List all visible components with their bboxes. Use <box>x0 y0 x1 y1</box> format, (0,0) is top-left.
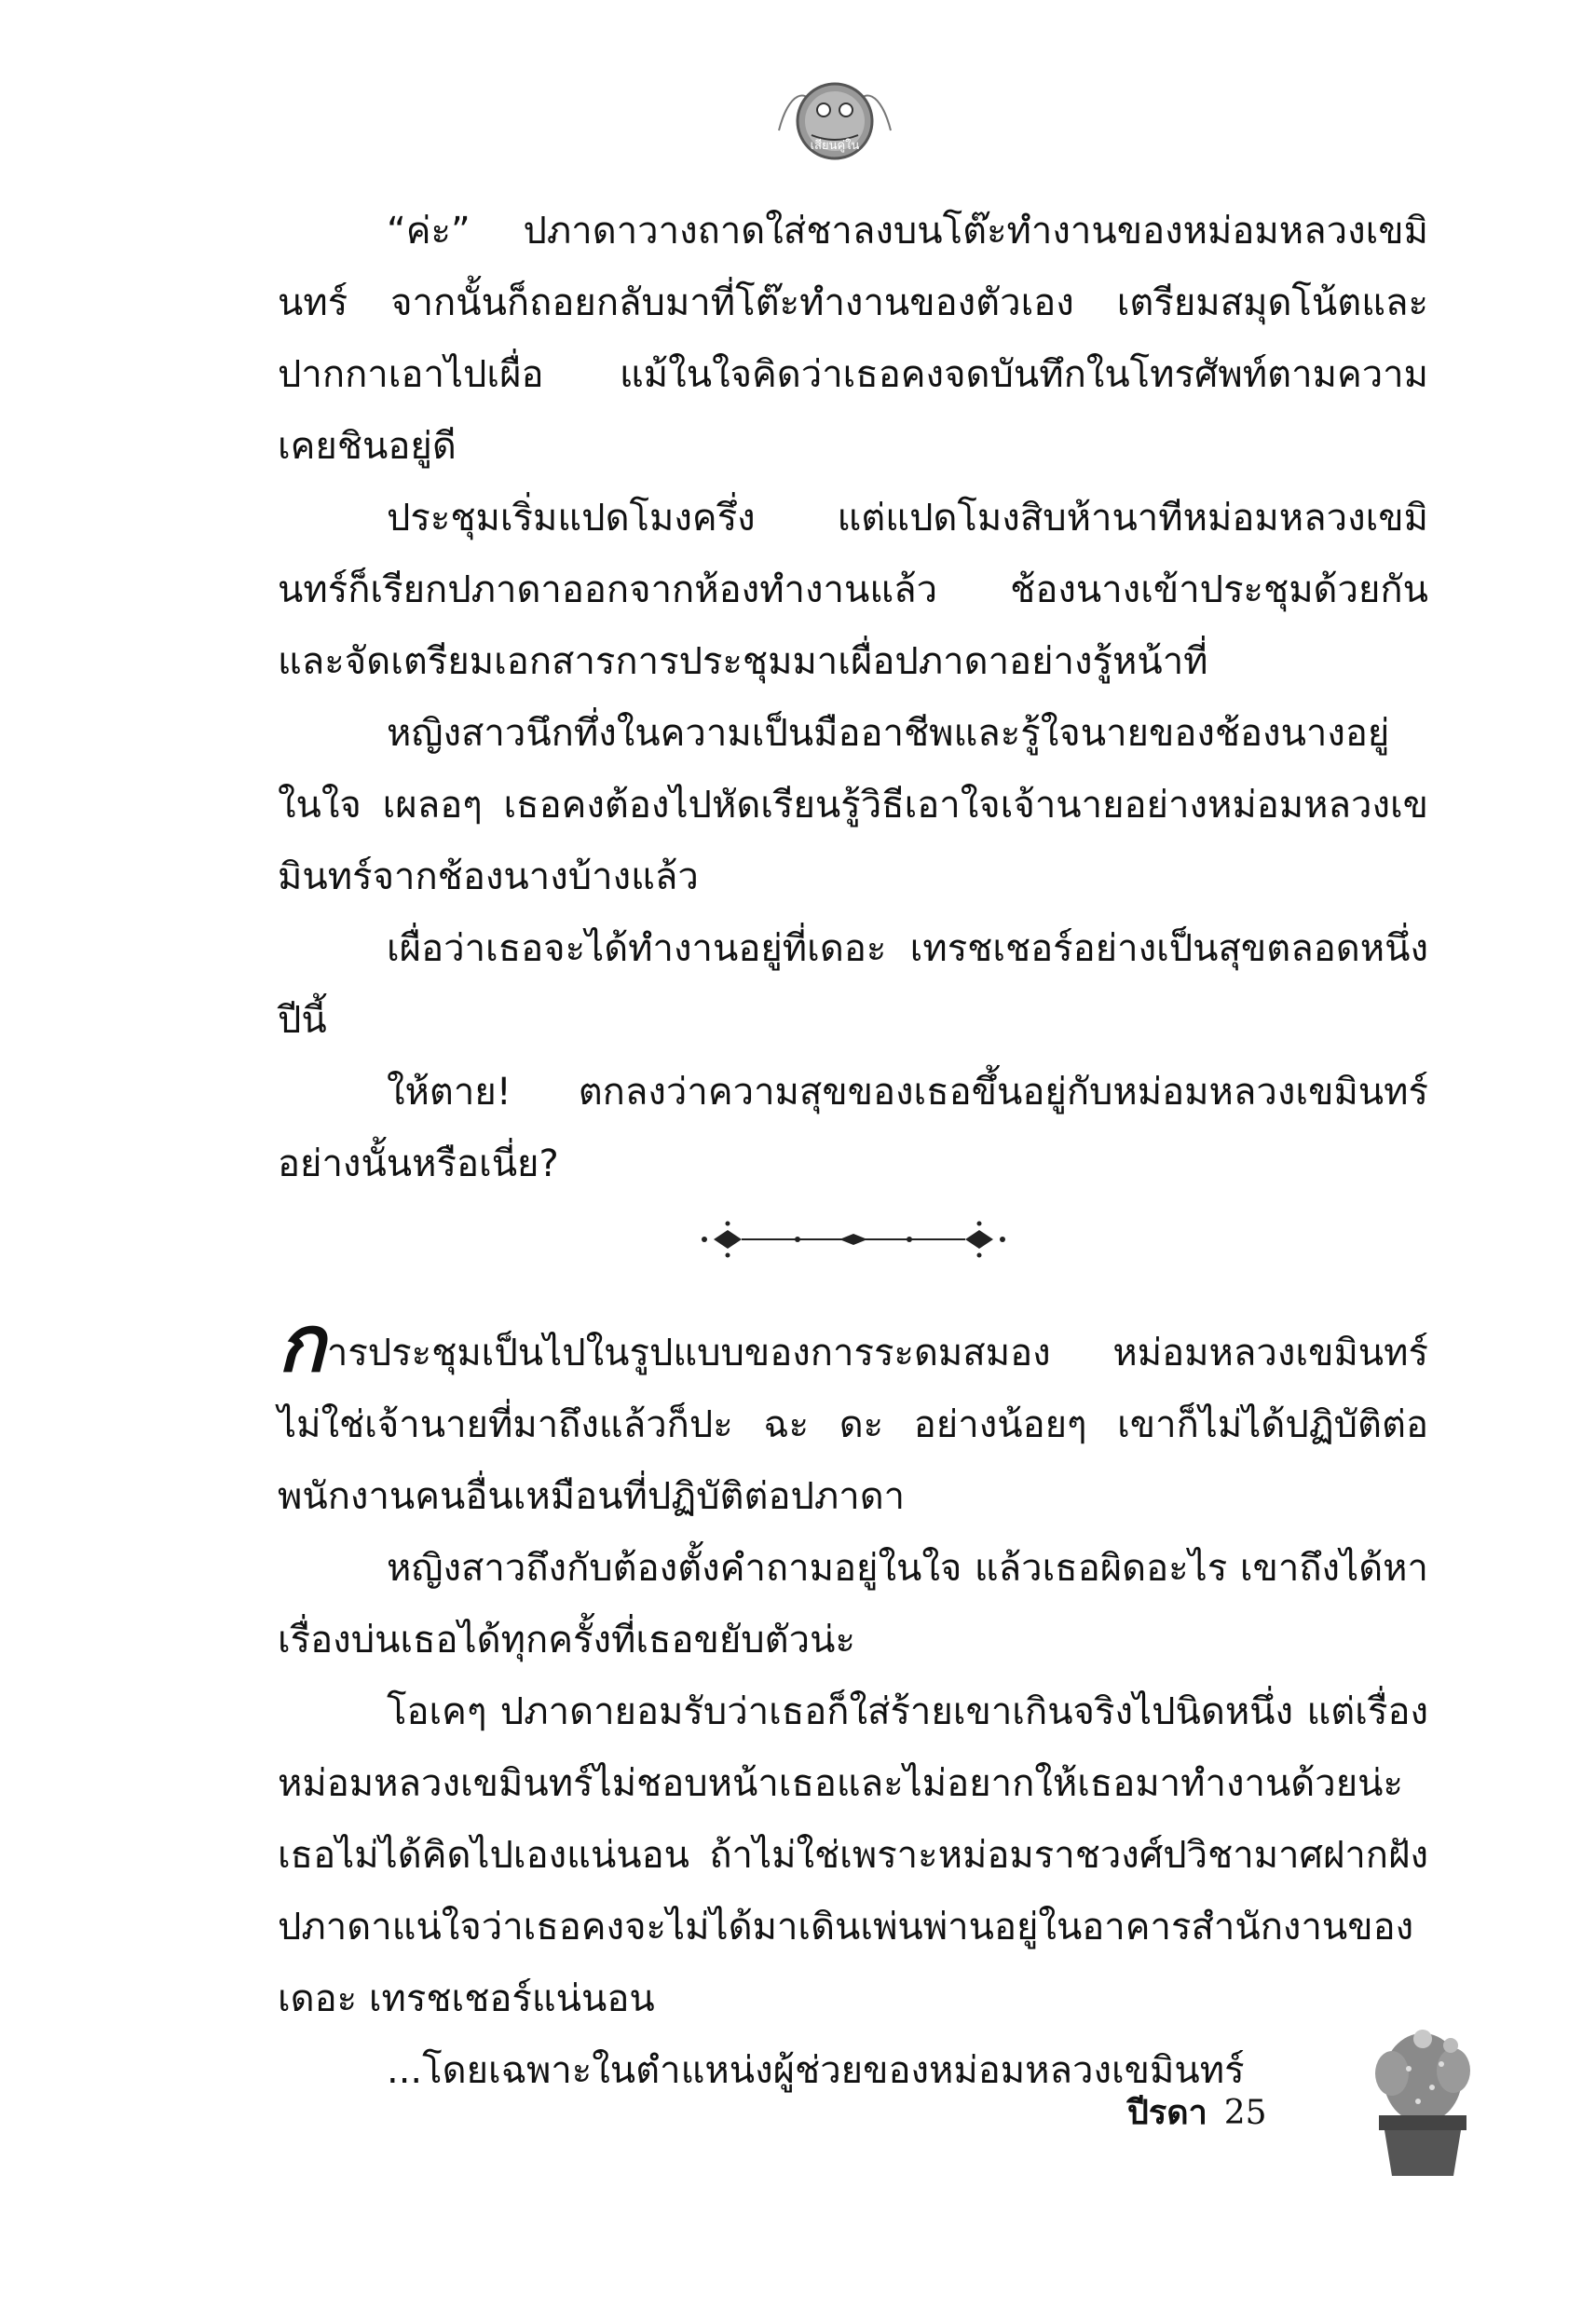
body-text <box>278 196 1428 2107</box>
author-name: ปีรดา <box>1127 2093 1207 2132</box>
paragraph-6-text: ารประชุมเป็นไปในรูปแบบของการระดมสมอง หม่อมหลวงเขมินทร์ไม่ใช่เจ้านายที่มาถึงแล้วก็ปะ ฉะ ดะ อย่างน้อยๆ เขาก็ไม่ได้ปฏิบัติต่อพนักงานคนอื่นเหมือนที่ปฏิบัติต่อปภาดา <box>278 1332 1428 1518</box>
drop-cap: ก <box>278 1298 325 1389</box>
paragraph-6 <box>278 1298 1428 1533</box>
paragraph-4: เผื่อว่าเธอจะได้ทำงานอยู่ที่เดอะ เทรชเชอร์อย่างเป็นสุขตลอดหนึ่งปีนี้ <box>278 927 1428 1042</box>
ornamental-divider-icon <box>278 1200 1428 1279</box>
ornamental-emblem-icon <box>770 56 900 186</box>
paragraph-8: โอเคๆ ปภาดายอมรับว่าเธอก็ใส่ร้ายเขาเกินจริงไปนิดหนึ่ง แต่เรื่องหม่อมหลวงเขมินทร์ไม่ชอบหน้าเธอและไม่อยากให้เธอมาทำงานด้วยน่ะเธอไม่ได้คิดไปเองแน่นอน ถ้าไม่ใช่เพราะหม่อมราชวงศ์ปวิชามาศฝากฝัง ปภาดาแน่ใจว่าเธอคงจะไม่ได้มาเดินเพ่นพ่านอยู่ในอาคารสำนักงานของเดอะ เทรชเชอร์แน่นอน <box>278 1690 1428 2020</box>
paragraph-2: ประชุมเริ่มแปดโมงครึ่ง แต่แปดโมงสิบห้านาทีหม่อมหลวงเขมินทร์ก็เรียกปภาดาออกจากห้องทำงานแล้ว ช้องนางเข้าประชุมด้วยกันและจัดเตรียมเอกสารการประชุมมาเผื่อปภาดาอย่างรู้หน้าที่ <box>278 497 1428 683</box>
logo-text: เสียนคู่ใน <box>810 139 860 153</box>
paragraph-1: “ค่ะ” ปภาดาวางถาดใส่ชาลงบนโต๊ะทำงานของหม่อมหลวงเขมินทร์ จากนั้นก็ถอยกลับมาที่โต๊ะทำงานของตัวเอง เตรียมสมุดโน้ตและปากกาเอาไปเผื่อ แม้ในใจคิดว่าเธอคงจดบันทึกในโทรศัพท์ตามความเคยชินอยู่ดี <box>278 210 1428 468</box>
paragraph-9: ...โดยเฉพาะในตำแหน่งผู้ช่วยของหม่อมหลวงเขมินทร์ <box>387 2049 1245 2092</box>
cactus-pot-icon <box>1353 2022 1493 2181</box>
paragraph-7: หญิงสาวถึงกับต้องตั้งคำถามอยู่ในใจ แล้วเธอผิดอะไร เขาถึงได้หาเรื่องบ่นเธอได้ทุกครั้งที่เธอขยับตัวน่ะ <box>278 1547 1428 1661</box>
page-number: 25 <box>1223 2094 1267 2132</box>
paragraph-5: ให้ตาย! ตกลงว่าความสุขของเธอขึ้นอยู่กับหม่อมหลวงเขมินทร์อย่างนั้นหรือเนี่ย? <box>278 1071 1428 1185</box>
paragraph-3: หญิงสาวนึกทึ่งในความเป็นมืออาชีพและรู้ใจนายของช้องนางอยู่ในใจ เผลอๆ เธอคงต้องไปหัดเรียนรู้วิธีเอาใจเจ้านายอย่างหม่อมหลวงเขมินทร์จากช้องนางบ้างแล้ว <box>278 712 1428 898</box>
page-footer <box>1127 2085 1267 2139</box>
section-spacer <box>278 1279 1428 1316</box>
